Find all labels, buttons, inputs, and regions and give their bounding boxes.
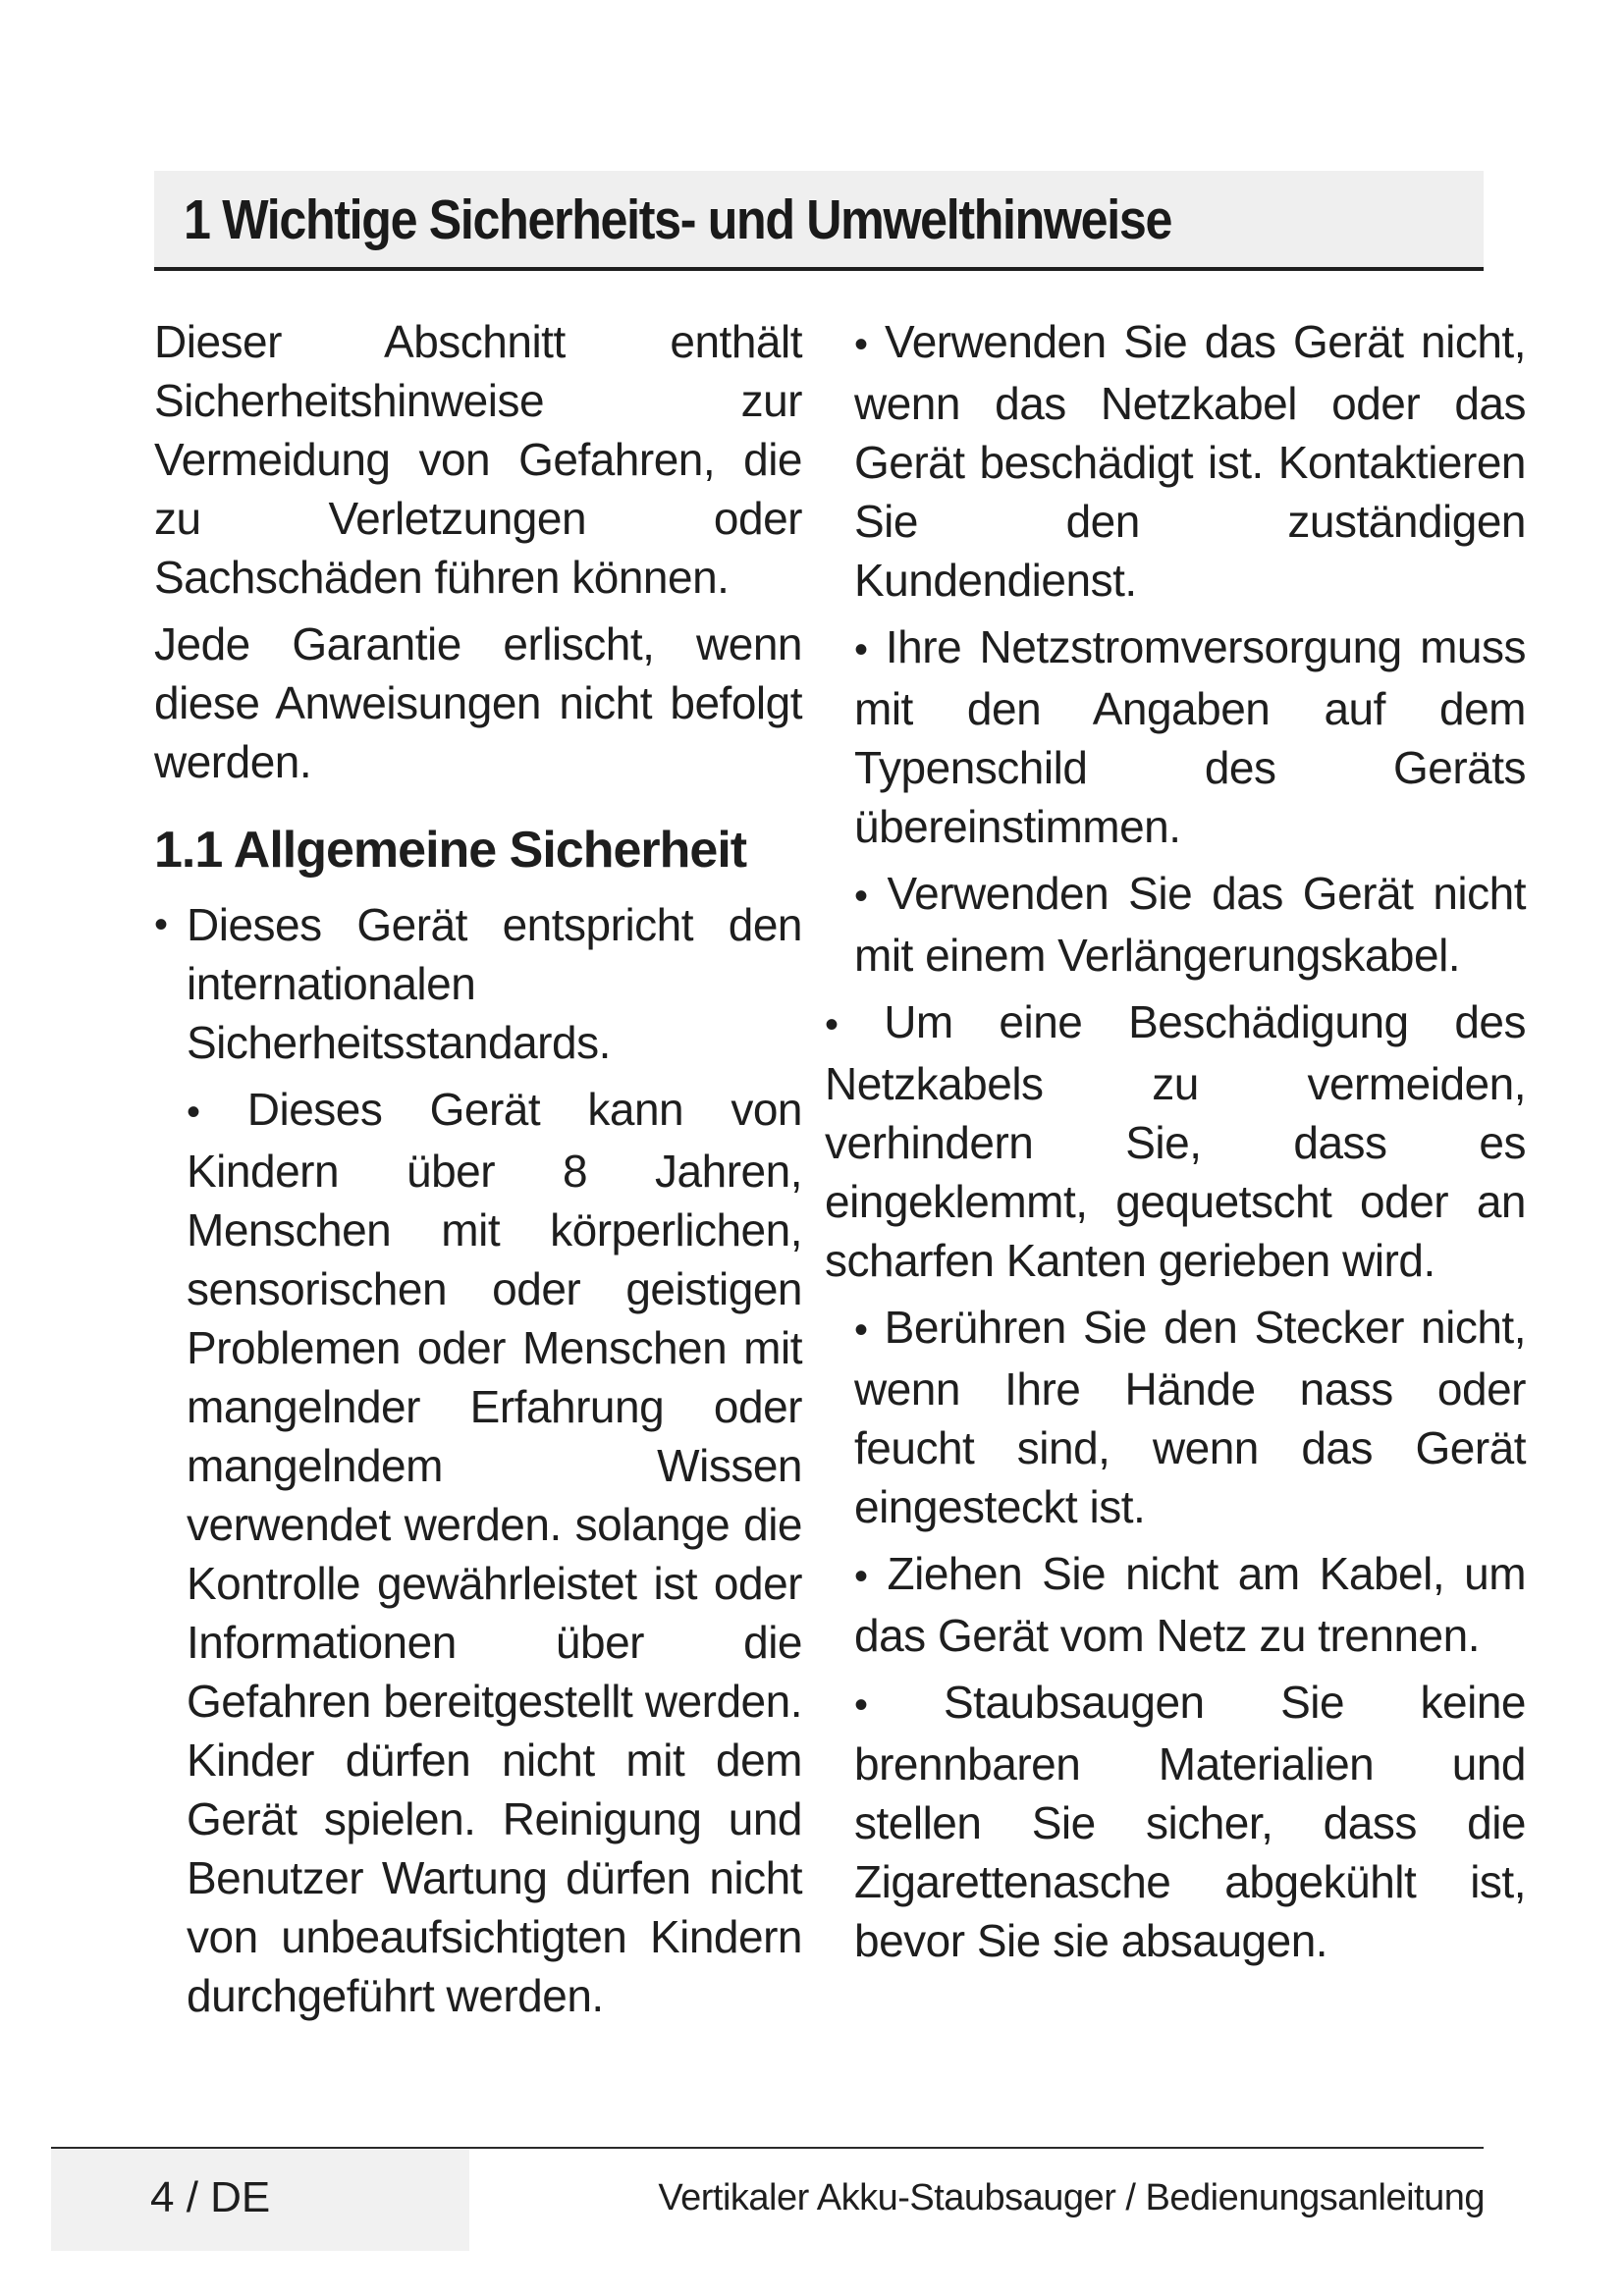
bullet-icon: • bbox=[854, 1683, 868, 1727]
bullet-icon: • bbox=[854, 628, 868, 671]
bullet-icon: • bbox=[825, 1003, 839, 1046]
bullet-text: Um eine Beschädigung des Netzkabels zu vermeiden, verhindern Sie, dass es eingeklemmt, gequetscht oder an scharfen Kanten gerieben wird. bbox=[825, 996, 1526, 1286]
section-title: 1 Wichtige Sicherheits- und Umwelthinweise bbox=[184, 188, 1172, 251]
bullet-text: Staubsaugen Sie keine brennbaren Materialien und stellen Sie sicher, dass die Zigarettenasche abgekühlt ist, bevor Sie sie absaugen. bbox=[854, 1677, 1526, 1966]
document-title: Vertikaler Akku-Staubsauger / Bedienungsanleitung bbox=[658, 2177, 1485, 2218]
bullet-icon: • bbox=[187, 1091, 200, 1134]
bullet-icon: • bbox=[854, 1308, 868, 1352]
bullet-item bbox=[854, 1673, 1526, 1970]
bullet-text: Verwenden Sie das Gerät nicht mit einem Verlängerungskabel. bbox=[854, 868, 1527, 981]
bullet-icon: • bbox=[854, 875, 868, 918]
bullet-item bbox=[854, 864, 1526, 985]
bullet-text: Berühren Sie den Stecker nicht, wenn Ihre Hände nass oder feucht sind, wenn das Gerät eingesteckt ist. bbox=[854, 1302, 1526, 1532]
bullet-text: Dieses Gerät kann von Kindern über 8 Jahren, Menschen mit körperlichen, sensorischen oder geistigen Problemen oder Menschen mit mangelnder Erfahrung oder mangelndem Wissen verwendet werden. solange die Kontrolle gewährleistet ist oder Informationen über die Gefahren bereitgestellt werden. Kinder dürfen nicht mit dem Gerät spielen. Reinigung und Benutzer Wartung dürfen nicht von unbeaufsichtigten Kindern durchgeführt werden. bbox=[187, 1084, 803, 2021]
bullet-item bbox=[854, 1298, 1526, 1536]
bullet-text: Ziehen Sie nicht am Kabel, um das Gerät vom Netz zu trennen. bbox=[854, 1548, 1527, 1661]
bullet-icon: • bbox=[154, 903, 168, 946]
bullet-item bbox=[854, 617, 1526, 856]
left-column bbox=[154, 312, 802, 2033]
bullet-icon: • bbox=[854, 1555, 868, 1598]
bullet-text: Verwenden Sie das Gerät nicht, wenn das Netzkabel oder das Gerät beschädigt ist. Kontaktieren Sie den zuständigen Kundendienst. bbox=[854, 316, 1526, 606]
bullet-text: Ihre Netzstromversorgung muss mit den Angaben auf dem Typenschild des Geräts übereinstimmen. bbox=[854, 621, 1527, 852]
bullet-item bbox=[854, 312, 1526, 610]
bullet-item bbox=[154, 895, 802, 1072]
bullet-item bbox=[154, 1080, 802, 2025]
intro-paragraph: Dieser Abschnitt enthält Sicherheitshinweise zur Vermeidung von Gefahren, die zu Verletzungen oder Sachschäden führen können. bbox=[154, 316, 802, 603]
section-title-bar bbox=[154, 171, 1484, 271]
subsection-heading: 1.1 Allgemeine Sicherheit bbox=[154, 822, 747, 879]
page-number: 4 / DE bbox=[150, 2173, 271, 2221]
bullet-text: Dieses Gerät entspricht den internationalen Sicherheitsstandards. bbox=[187, 899, 802, 1068]
right-column bbox=[825, 312, 1527, 1978]
bullet-icon: • bbox=[854, 323, 868, 366]
bullet-item bbox=[854, 1544, 1526, 1665]
bullet-item bbox=[825, 992, 1526, 1290]
warranty-paragraph: Jede Garantie erlischt, wenn diese Anweisungen nicht befolgt werden. bbox=[154, 618, 802, 787]
